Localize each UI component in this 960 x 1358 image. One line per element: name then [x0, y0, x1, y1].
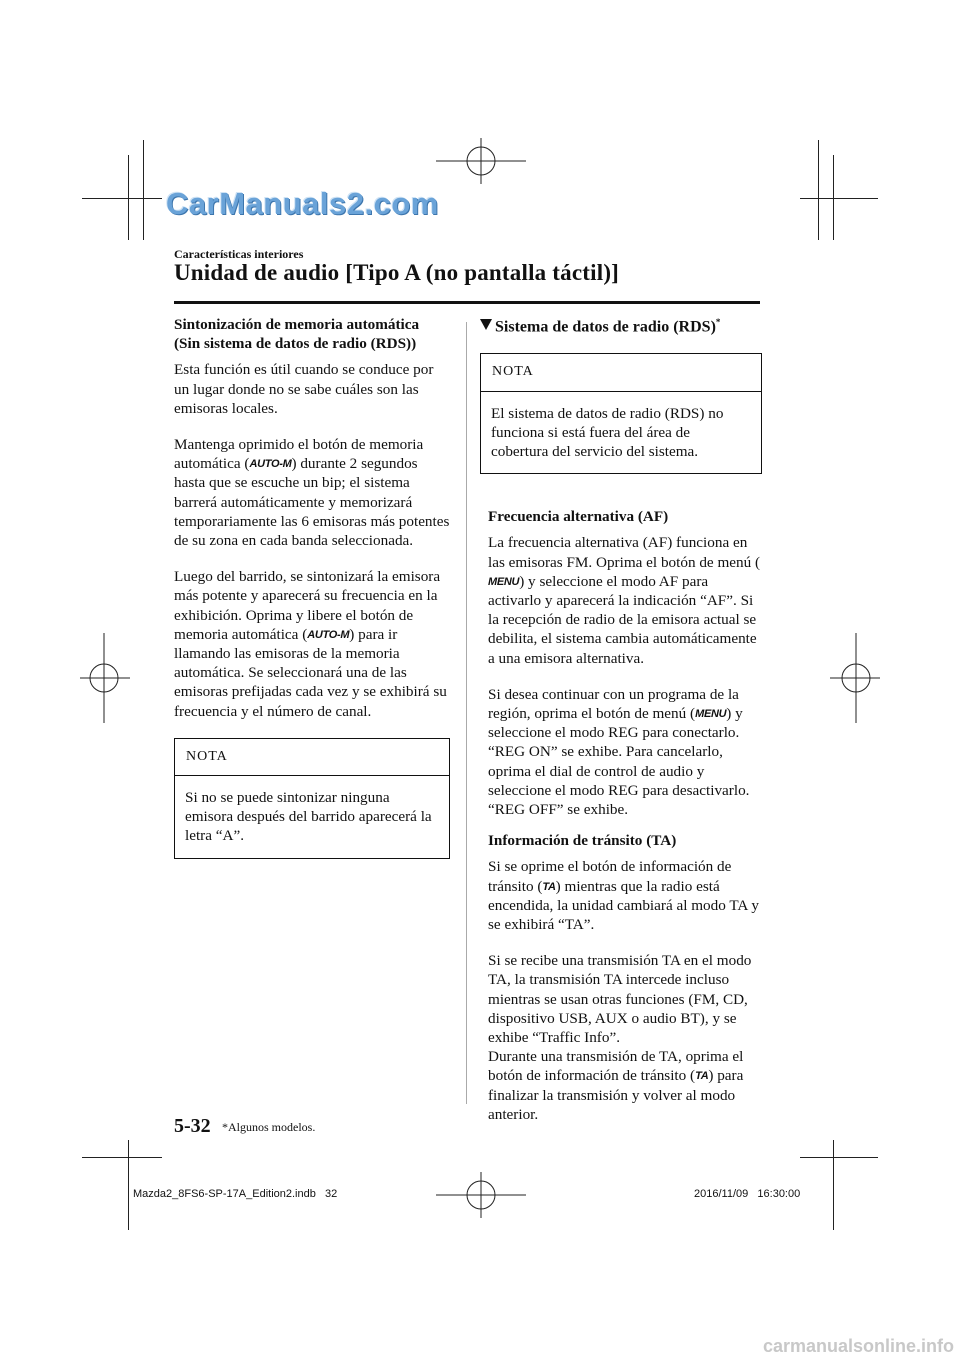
paragraph: La frecuencia alternativa (AF) funciona en las emisoras FM. Oprima el botón de menú (MENU) y seleccione el modo AF para activarlo y aparecerá la indicación “AF”. Si la recepción de radio de la emisora actual se debilita, el sistema cambia automáticamente a una emisora alternativa.: [488, 534, 761, 667]
site-watermark: carmanualsonline.info: [762, 1336, 954, 1356]
ta-heading: Información de tránsito (TA): [488, 832, 677, 850]
menu-button-icon: MENU: [488, 575, 520, 588]
note-text: El sistema de datos de radio (RDS) no funciona si está fuera del área de cobertura del servicio del sistema.: [491, 404, 724, 460]
file-name: Mazda2_8FS6-SP-17A_Edition2.indb 32: [133, 1188, 338, 1200]
paragraph: Si se recibe una transmisión TA en el modo TA, la transmisión TA intercede incluso mientras se usan otras funciones (FM, CD, dispositivo USB, AUX o audio BT), y se exhibe “Traffic Info”.: [488, 952, 752, 1047]
paragraph: Si desea continuar con un programa de la región, oprima el botón de menú (MENU) y seleccione el modo REG para conectarlo. “REG ON” se exhibe. Para cancelarlo, oprima el dial de control de audio y seleccione el modo REG para desactivarlo. “REG OFF” se exhibe.: [488, 685, 750, 818]
watermark-logo: CarManuals2.com: [166, 186, 439, 221]
left-column: [174, 315, 450, 859]
section-label: Características interiores: [174, 247, 304, 261]
registration-mark-right: [830, 633, 880, 723]
auto-m-button-icon: AUTO-M: [307, 628, 350, 641]
ta-button-icon: TA: [695, 1070, 709, 1083]
note-box: [480, 353, 762, 474]
rds-heading: Sistema de datos de radio (RDS)*: [480, 312, 762, 337]
note-label: NOTA: [481, 354, 761, 391]
right-column: [488, 312, 762, 1141]
menu-button-icon: MENU: [695, 707, 727, 720]
af-heading: Frecuencia alternativa (AF): [488, 508, 669, 526]
note-label: NOTA: [175, 739, 449, 776]
triangle-bullet-icon: [480, 319, 492, 330]
registration-mark-bottom: [436, 1172, 526, 1218]
paragraph: Esta función es útil cuando se conduce por un lugar donde no se sabe cuáles son las emisoras locales.: [174, 361, 434, 417]
ta-button-icon: TA: [542, 880, 556, 893]
paragraph: Mantenga oprimido el botón de memoria automática (AUTO-M) durante 2 segundos hasta que se escuche un bip; el sistema barrerá automáticamente y memorizará temporariamente las 6 emisoras más potentes de su zona en cada banda seleccionada.: [174, 436, 450, 550]
auto-memory-heading: Sintonización de memoria automática (Sin sistema de datos de radio (RDS)): [174, 316, 420, 353]
page-number: 5-32: [174, 1115, 211, 1137]
page-title: Unidad de audio [Tipo A (no pantalla táctil)]: [174, 260, 620, 285]
file-date: 2016/11/09 16:30:00: [694, 1188, 801, 1200]
auto-m-button-icon: AUTO-M: [249, 458, 292, 471]
paragraph: Durante una transmisión de TA, oprima el botón de información de tránsito (TA) para finalizar la transmisión y volver al modo anterior.: [488, 1048, 744, 1123]
note-text: Si no se puede sintonizar ninguna emisora después del barrido aparecerá la letra “A”.: [185, 789, 432, 845]
footnote: *Algunos modelos.: [222, 1120, 316, 1134]
registration-mark-top: [436, 138, 526, 184]
column-divider: [466, 322, 467, 1104]
title-rule: [174, 301, 760, 304]
paragraph: Luego del barrido, se sintonizará la emisora más potente y aparecerá su frecuencia en la exhibición. Oprima y libere el botón de memoria automática (AUTO-M) para ir llamando las emisoras de la memoria automática. Se seleccionará una de las emisoras prefijadas cada vez y se exhibirá su frecuencia y el número de canal.: [174, 568, 447, 720]
note-box: [174, 738, 450, 859]
paragraph: Si se oprime el botón de información de tránsito (TA) mientras que la radio está encendida, la unidad cambiará al modo TA y se exhibirá “TA”.: [488, 858, 759, 933]
registration-mark-left: [80, 633, 130, 723]
